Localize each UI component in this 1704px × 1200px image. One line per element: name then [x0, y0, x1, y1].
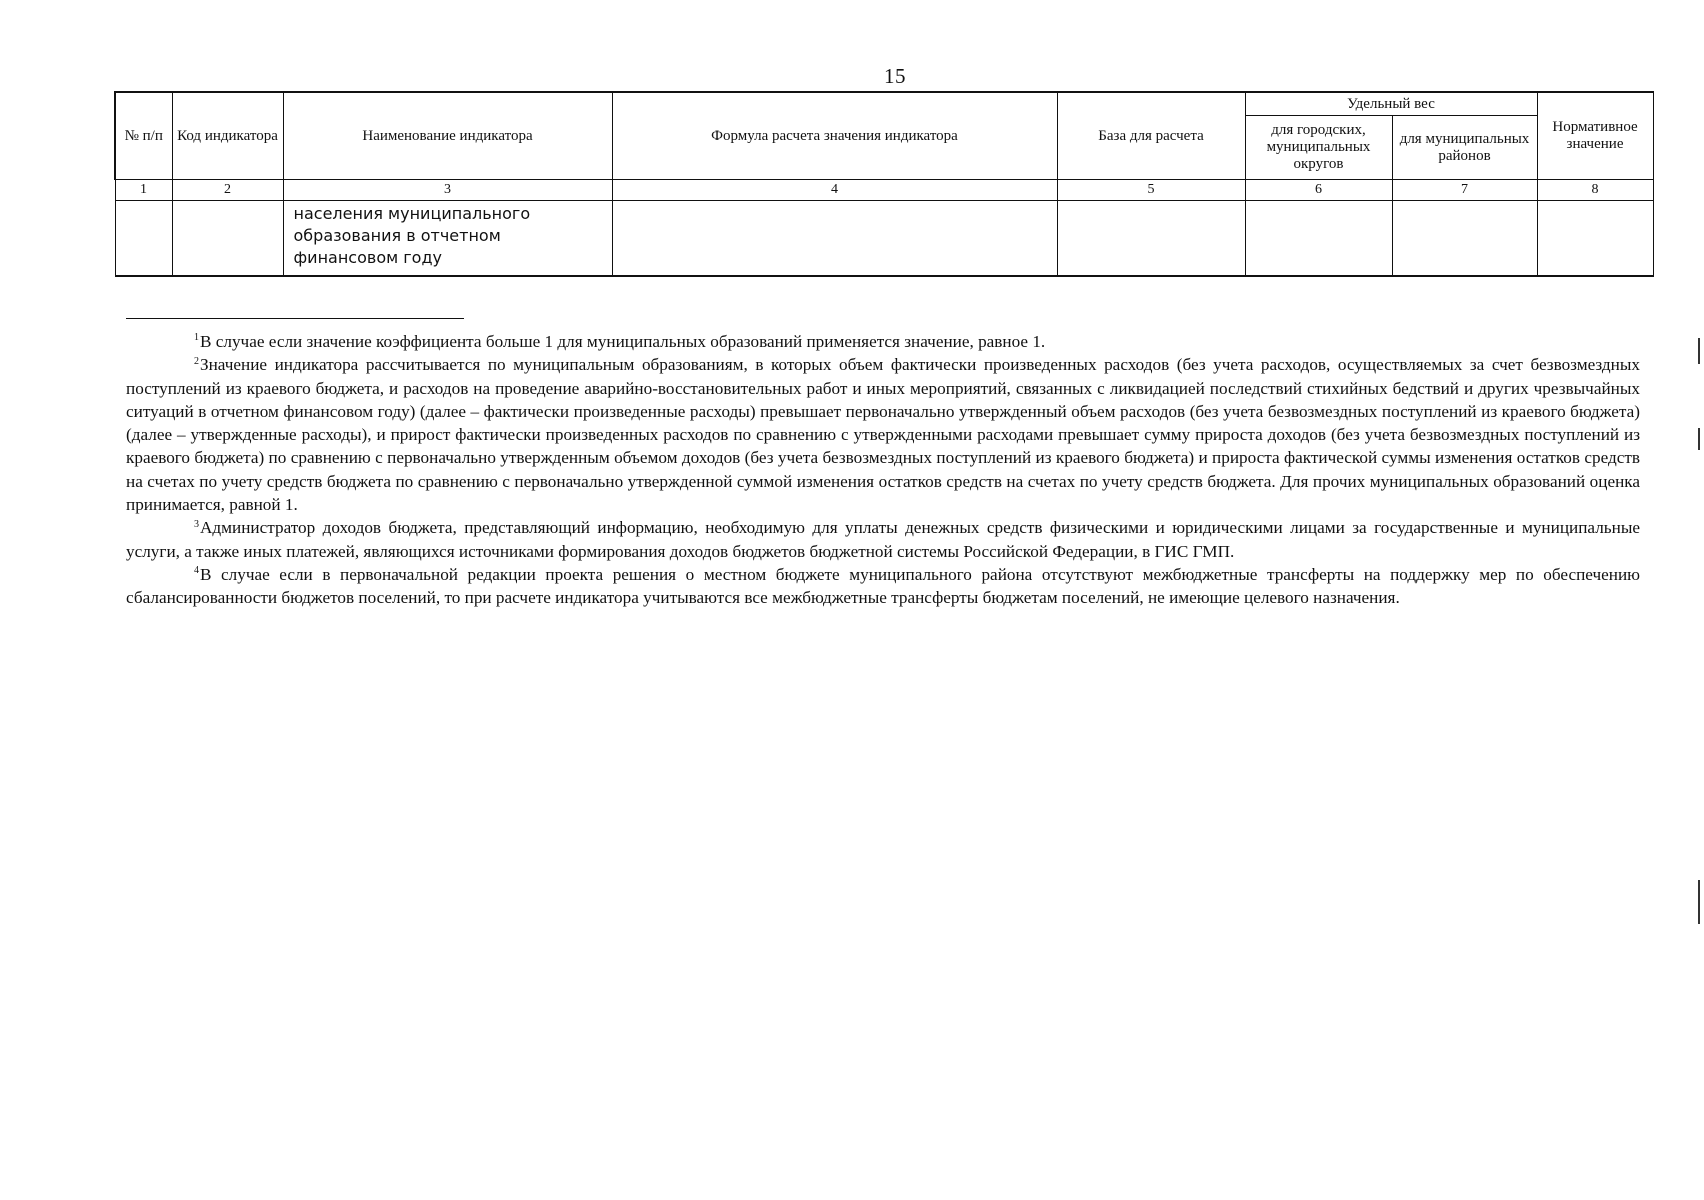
footnote-4 — [126, 563, 1640, 610]
header-base: База для расчета — [1057, 92, 1245, 180]
header-num: № п/п — [115, 92, 172, 180]
cell-weight-districts — [1392, 201, 1537, 277]
column-number: 6 — [1245, 180, 1392, 201]
cell-code — [172, 201, 283, 277]
indicator-table — [114, 91, 1654, 277]
page-number: 15 — [884, 64, 906, 88]
cell-base — [1057, 201, 1245, 277]
footnote-mark: 2 — [194, 355, 199, 367]
scan-edge-mark — [1698, 880, 1700, 924]
scan-edge-mark — [1698, 428, 1700, 450]
column-number: 1 — [115, 180, 172, 201]
scan-edge-mark — [1698, 338, 1700, 364]
header-name: Наименование индикатора — [283, 92, 612, 180]
footnotes — [126, 330, 1640, 610]
header-code: Код индикатора — [172, 92, 283, 180]
cell-formula — [612, 201, 1057, 277]
footnote-separator — [126, 318, 464, 319]
cell-weight-urban — [1245, 201, 1392, 277]
column-number: 8 — [1537, 180, 1653, 201]
footnote-text: Администратор доходов бюджета, представляющий информацию, необходимую для уплаты денежных средств физическими и юридическими лицами за государственные и муниципальные услуги, а также иных платежей, являющихся источниками формирования доходов бюджетов бюджетной системы Российской Федерации, в ГИС ГМП. — [126, 518, 1640, 561]
column-number: 5 — [1057, 180, 1245, 201]
footnote-2 — [126, 353, 1640, 516]
column-number: 2 — [172, 180, 283, 201]
header-weight: Удельный вес — [1245, 92, 1537, 116]
footnote-text: Значение индикатора рассчитывается по муниципальным образованиям, в которых объем фактически произведенных расходов (без учета расходов, осуществляемых за счет безвозмездных поступлений из краевого бюджета, и расходов на проведение аварийно-восстановительных работ и иных мероприятий, связанных с ликвидацией последствий стихийных бедствий и других чрезвычайных ситуаций в отчетном финансовом году) (далее – фактически произведенные расходы) превышает первоначально утвержденный объем расходов (без учета безвозмездных поступлений из краевого бюджета) (далее – утвержденные расходы), и прирост фактически произведенных расходов по сравнению с утвержденными расходами превышает сумму прироста доходов (без учета безвозмездных поступлений из краевого бюджета) по сравнению с первоначально утвержденным объемом доходов (без учета безвозмездных поступлений из краевого бюджета) и прироста фактической суммы изменения остатков средств на счетах по учету средств бюджета по сравнению с первоначально утвержденной суммой изменения остатков средств на счетах по учету средств бюджета. Для прочих муниципальных образований оценка принимается, равной 1. — [126, 355, 1640, 515]
column-number: 3 — [283, 180, 612, 201]
footnote-mark: 1 — [194, 332, 199, 344]
footnote-mark: 4 — [194, 565, 199, 577]
cell-indicator-name: населения муниципального образования в отчетном финансовом году — [283, 201, 612, 277]
column-number-row — [115, 180, 1653, 201]
table-row — [115, 201, 1653, 277]
column-number: 7 — [1392, 180, 1537, 201]
footnote-text: В случае если в первоначальной редакции проекта решения о местном бюджете муниципального района отсутствуют межбюджетные трансферты на поддержку мер по обеспечению сбалансированности бюджетов поселений, то при расчете индикатора учитываются все межбюджетные трансферты бюджетам поселений, не имеющие целевого назначения. — [126, 564, 1640, 608]
footnote-mark: 3 — [194, 518, 199, 530]
header-normative: Нормативное значение — [1537, 92, 1653, 180]
cell-normative — [1537, 201, 1653, 277]
footnote-1 — [126, 330, 1640, 353]
column-number: 4 — [612, 180, 1057, 201]
header-weight-urban: для городских, муниципальных округов — [1245, 116, 1392, 180]
cell-num — [115, 201, 172, 277]
header-formula: Формула расчета значения индикатора — [612, 92, 1057, 180]
footnote-3 — [126, 516, 1640, 563]
header-weight-districts: для муниципальных районов — [1392, 116, 1537, 180]
footnote-text: В случае если значение коэффициента больше 1 для муниципальных образований применяется значение, равное 1. — [200, 332, 1046, 351]
